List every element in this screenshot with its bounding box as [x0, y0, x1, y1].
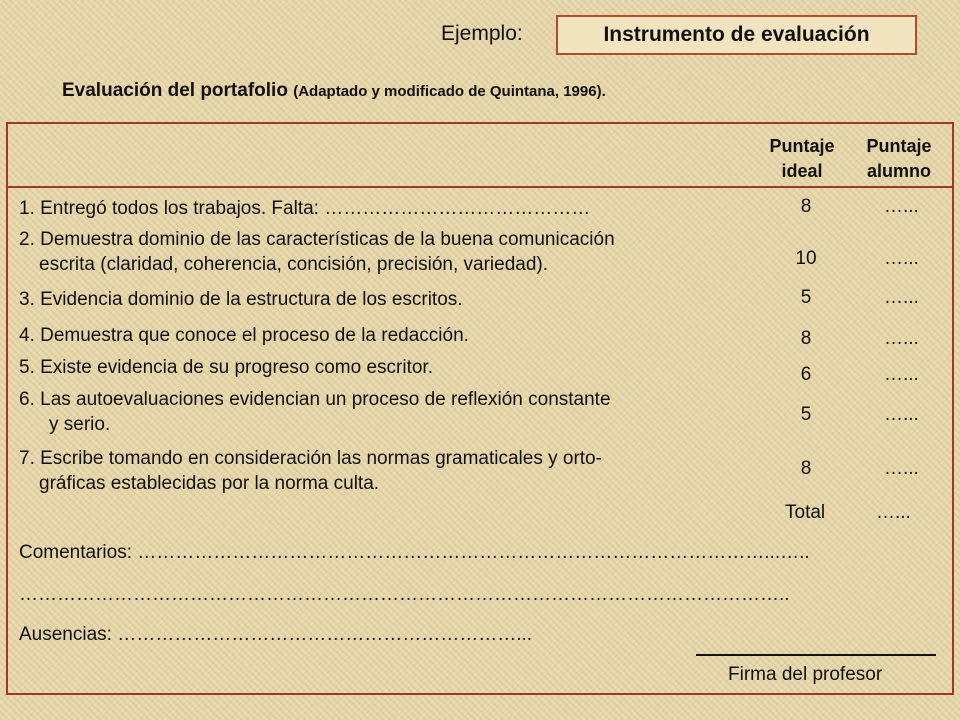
ideal-score: 10	[795, 248, 817, 269]
ideal-score: 6	[800, 364, 812, 385]
student-score: …...	[884, 196, 919, 217]
criterion-text: 7. Escribe tomando en consideración las normas gramaticales y orto-	[19, 448, 602, 469]
criterion-text: 6. Las autoevaluaciones evidencian un proceso de reflexión constante	[19, 389, 611, 410]
ideal-score: 8	[800, 328, 812, 349]
instrument-title: Instrumento de evaluación	[556, 15, 917, 55]
student-score: …...	[884, 287, 919, 308]
criterion-row	[19, 196, 739, 221]
ideal-score: 8	[800, 196, 812, 217]
ideal-score: 8	[800, 458, 812, 479]
criterion-text: 1. Entregó todos los trabajos. Falta: ……………………………………	[19, 198, 591, 219]
criterion-text-cont: y serio.	[49, 414, 111, 435]
student-score: …...	[884, 328, 919, 349]
criterion-text-cont: escrita (claridad, coherencia, concisión, precisión, variedad).	[39, 254, 549, 275]
criterion-row	[19, 287, 739, 312]
criterion-row	[19, 446, 739, 496]
signature-line	[696, 654, 936, 656]
subtitle	[62, 80, 606, 102]
total-label: Total	[785, 502, 826, 523]
column-header-alumno: Puntaje alumno	[866, 136, 932, 181]
header-divider	[8, 186, 952, 188]
criterion-text-cont: gráficas establecidas por la norma culta.	[39, 473, 380, 494]
column-header-ideal: Puntaje ideal	[769, 136, 835, 181]
ideal-score: 5	[800, 287, 812, 308]
criterion-row	[19, 227, 739, 277]
signature-label: Firma del profesor	[728, 664, 883, 685]
student-score: …...	[884, 458, 919, 479]
criterion-text: 4. Demuestra que conoce el proceso de la redacción.	[19, 325, 469, 346]
student-score: …...	[884, 364, 919, 385]
comments-line-2: …………………………………………………………………………………………………………..	[19, 584, 790, 605]
absences-line: Ausencias: ………………………………………………………...	[19, 624, 533, 645]
student-score: …...	[884, 404, 919, 425]
comments-line: Comentarios: ………………………………………………………………………………………...…..	[19, 542, 810, 563]
example-label: Ejemplo:	[441, 22, 523, 45]
criterion-row	[19, 323, 739, 348]
criterion-text: 3. Evidencia dominio de la estructura de los escritos.	[19, 289, 463, 310]
subtitle-main: Evaluación del portafolio	[62, 80, 288, 101]
ideal-score: 5	[800, 404, 812, 425]
student-score: …...	[884, 248, 919, 269]
criterion-text: 2. Demuestra dominio de las características de la buena comunicación	[19, 229, 615, 250]
total-value: …...	[876, 502, 911, 523]
criterion-row	[19, 355, 739, 380]
criterion-row	[19, 387, 739, 437]
criterion-text: 5. Existe evidencia de su progreso como escritor.	[19, 357, 433, 378]
subtitle-source: (Adaptado y modificado de Quintana, 1996).	[293, 83, 606, 100]
